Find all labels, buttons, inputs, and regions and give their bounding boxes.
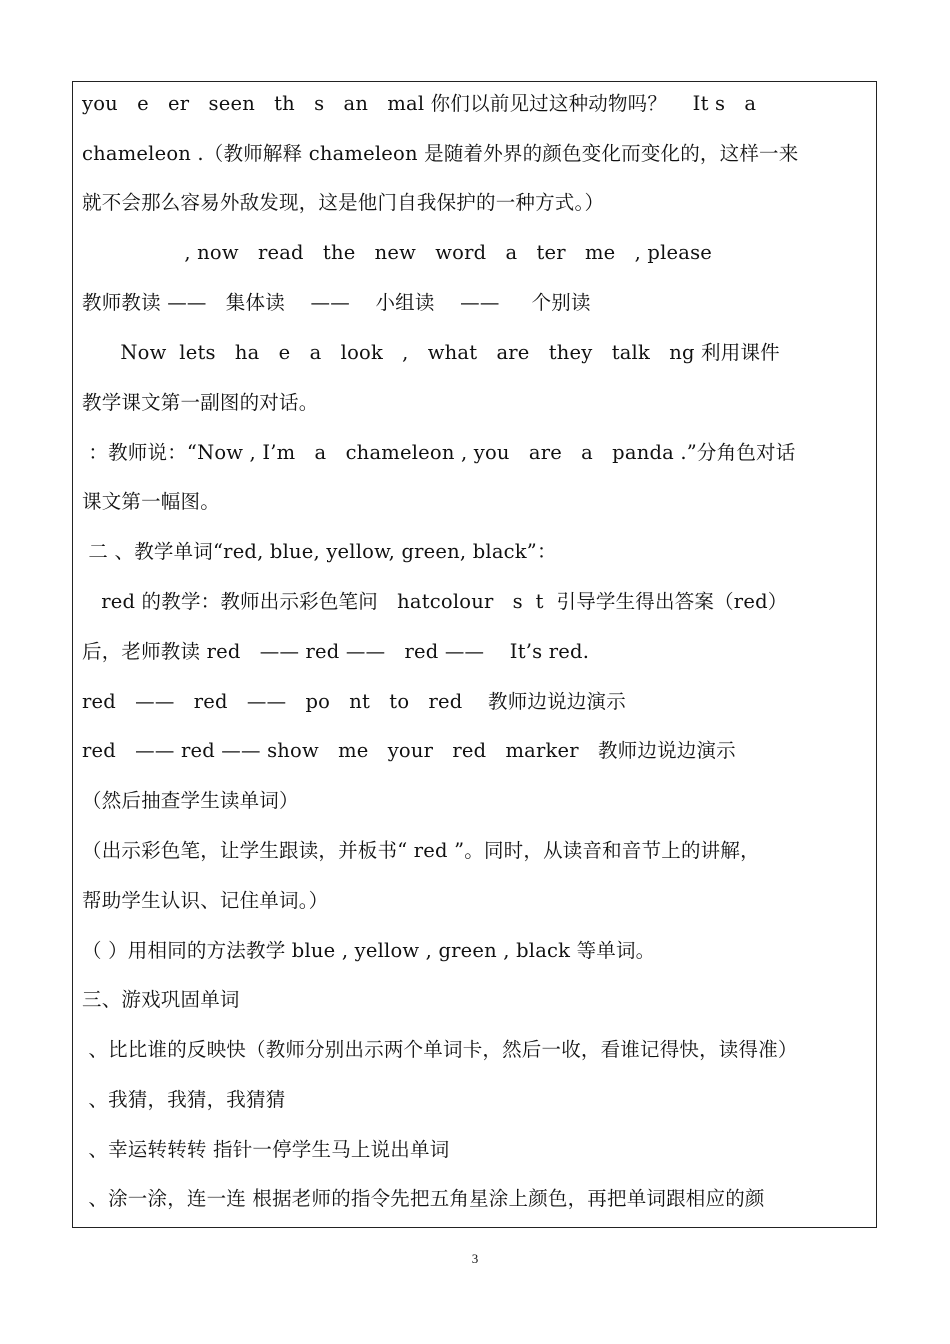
text-line-9: 课文第一幅图。 — [82, 490, 220, 513]
text-line-13: red —— red —— po nt to red 教师边说边演示 — [82, 690, 626, 713]
text-line-1: you e er seen th s an mal 你们以前见过这种动物吗？ It s a — [82, 92, 757, 115]
text-line-20: 、比比谁的反映快（教师分别出示两个单词卡，然后一收，看谁记得快，读得准） — [82, 1038, 798, 1061]
text-line-12: 后，老师教读 red —— red —— red —— It’s red. — [82, 640, 590, 663]
text-line-22: 、幸运转转转 指针一停学生马上说出单词 — [82, 1138, 450, 1161]
text-line-6: Now lets ha e a look , what are they talk ng 利用课件 — [82, 341, 780, 364]
text-line-18: （ ）用相同的方法教学 blue , yellow , green , black 等单词。 — [82, 939, 656, 962]
text-line-8: ：教师说：“Now , I’m a chameleon , you are a panda .”分角色对话 — [82, 441, 796, 464]
text-line-15: （然后抽查学生读单词） — [82, 789, 299, 812]
text-line-10: 二 、教学单词“red, blue, yellow, green, black”： — [82, 540, 557, 563]
text-line-3: 就不会那么容易外敌发现，这是他门自我保护的一种方式。） — [82, 191, 605, 214]
text-line-11: red 的教学：教师出示彩色笔问 hatcolour s t 引导学生得出答案（red） — [82, 590, 788, 613]
text-line-23: 、涂一涂，连一连 根据老师的指令先把五角星涂上颜色，再把单词跟相应的颜 — [82, 1187, 765, 1210]
text-line-2: chameleon .（教师解释 chameleon 是随着外界的颜色变化而变化的，这样一来 — [82, 142, 799, 165]
text-line-5: 教师教读 —— 集体读 —— 小组读 —— 个别读 — [82, 291, 591, 314]
text-line-14: red —— red —— show me your red marker 教师边说边演示 — [82, 739, 736, 762]
text-line-4: , now read the new word a ter me , please — [82, 241, 713, 264]
text-line-19: 三、游戏巩固单词 — [82, 988, 240, 1011]
page-number: 3 — [471, 1251, 479, 1266]
text-line-16: （出示彩色笔，让学生跟读，并板书“ red ”。同时，从读音和音节上的讲解， — [82, 839, 760, 862]
text-line-7: 教学课文第一副图的对话。 — [82, 391, 319, 414]
text-line-21: 、我猜，我猜，我猜猜 — [82, 1088, 286, 1111]
text-line-17: 帮助学生认识、记住单词。） — [82, 889, 329, 912]
